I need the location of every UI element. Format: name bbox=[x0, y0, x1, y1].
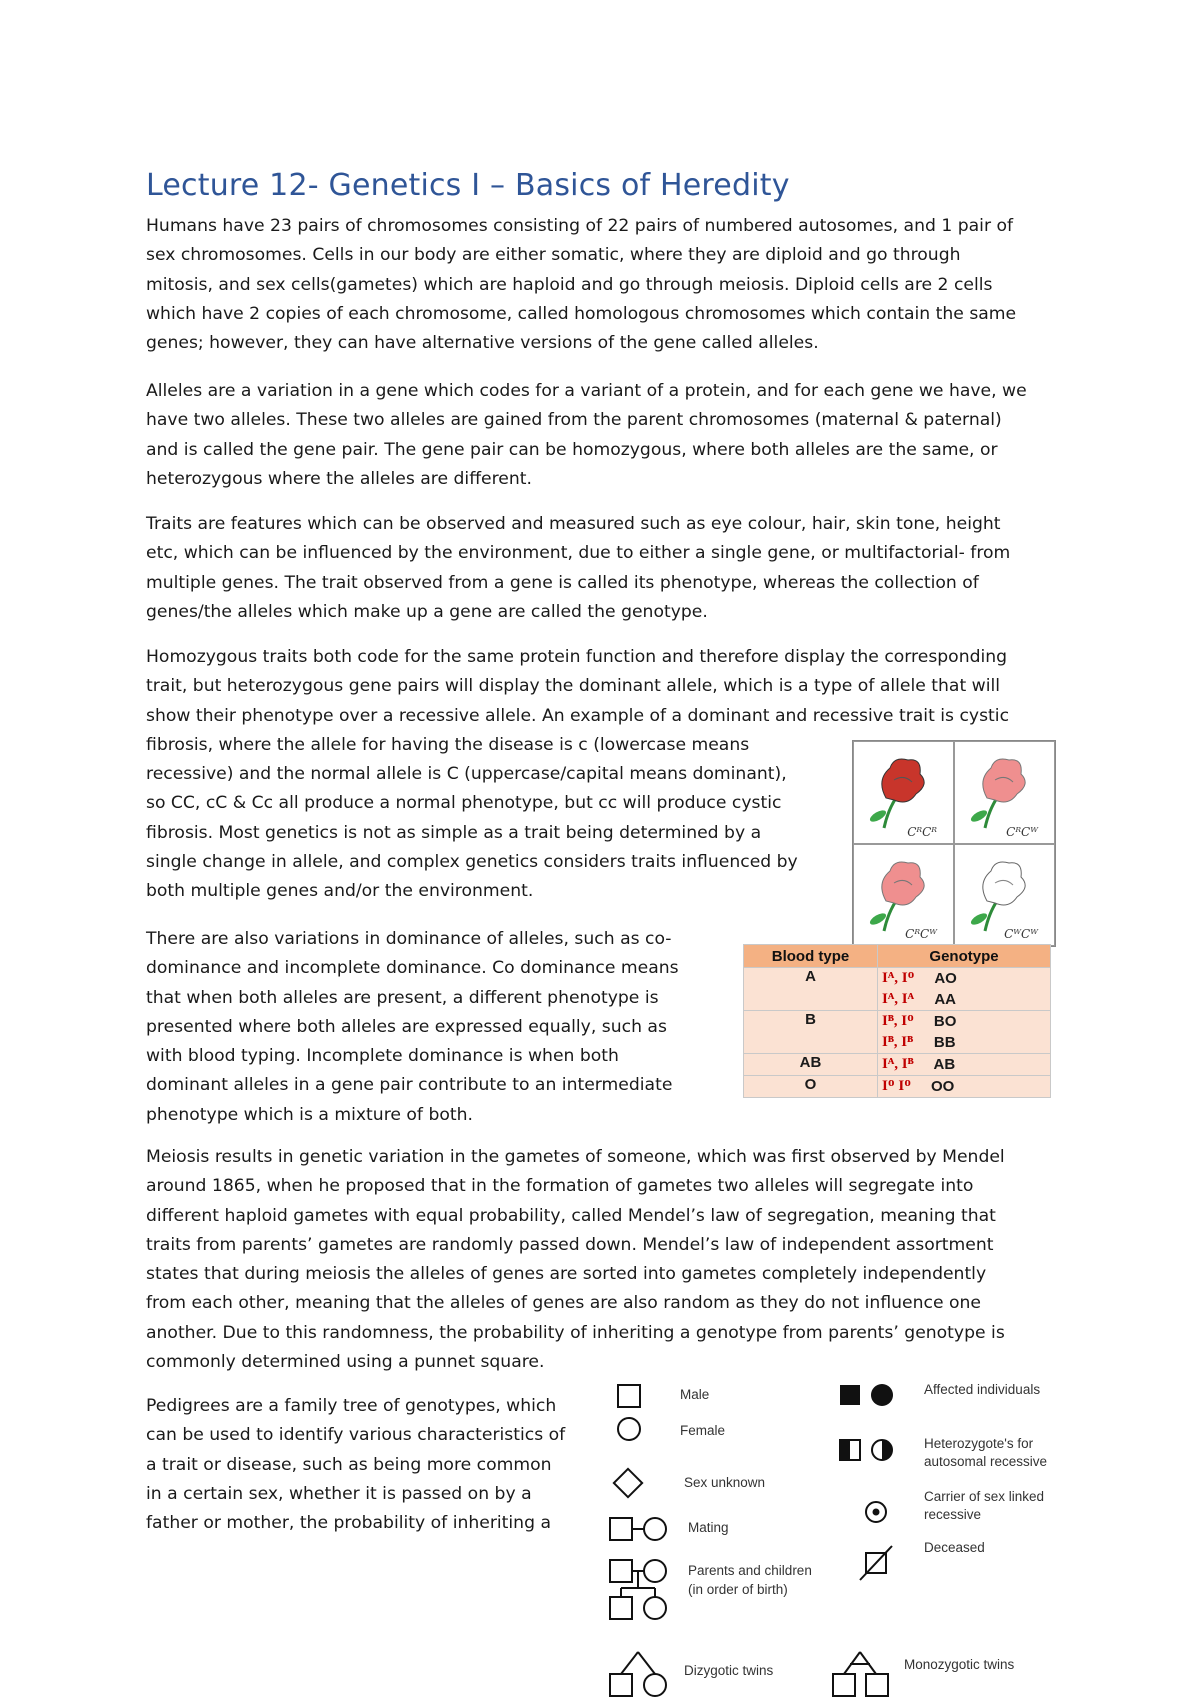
sex-unknown-diamond-icon bbox=[614, 1469, 642, 1497]
paragraph-chromosomes bbox=[146, 212, 1016, 358]
text-line: Pedigrees are a family tree of genotypes, which bbox=[146, 1396, 557, 1416]
legend-label: (in order of birth) bbox=[688, 1582, 788, 1597]
text-line: etc, which can be influenced by the environment, due to either a single gene, or multifactorial- from bbox=[146, 543, 1011, 564]
text-line: dominance and incomplete dominance. Co dominance means bbox=[146, 958, 679, 979]
blood-type-cell: B bbox=[744, 1011, 878, 1054]
genotype-code: BO bbox=[933, 1013, 957, 1030]
paragraph-meiosis bbox=[146, 1143, 1005, 1377]
allele-pair: Iᴮ, Iᴮ bbox=[882, 1034, 914, 1050]
affected-square-icon bbox=[840, 1385, 860, 1405]
table-header: Genotype bbox=[878, 945, 1051, 968]
punnett-cell bbox=[954, 741, 1055, 844]
legend-label: Sex unknown bbox=[684, 1475, 766, 1490]
paragraph-pedigrees bbox=[146, 1392, 565, 1538]
punnett-cell bbox=[853, 844, 954, 947]
genotype-cell bbox=[878, 1011, 1051, 1054]
text-line: and is called the gene pair. The gene pair can be homozygous, where both alleles are the same, or bbox=[146, 439, 998, 460]
text-line: traits from parents’ gametes are randomly passed down. Mendel’s law of independent assortment bbox=[146, 1234, 994, 1255]
text-line: trait, but heterozygous gene pairs will display the dominant allele, which is a type of allele that will bbox=[146, 676, 1001, 697]
text-line: that when both alleles are present, a different phenotype is bbox=[146, 987, 659, 1008]
legend-label: Female bbox=[680, 1423, 726, 1438]
allele-pair: Iᴼ Iᴼ bbox=[882, 1078, 911, 1094]
text-line: dominant alleles in a gene pair contribute to an intermediate bbox=[146, 1075, 673, 1096]
blood-type-table bbox=[743, 944, 1051, 1098]
text-line: fibrosis. Most genetics is not as simple as a trait being determined by a bbox=[146, 822, 762, 843]
legend-label: Carrier of sex linked bbox=[924, 1489, 1045, 1504]
text-line: Meiosis results in genetic variation in the gametes of someone, which was first observed by Mendel bbox=[146, 1147, 1005, 1167]
punnett-square-figure bbox=[852, 740, 1056, 947]
male-square-icon bbox=[618, 1385, 640, 1407]
legend-label: recessive bbox=[924, 1507, 982, 1522]
genotype-cell bbox=[878, 968, 1051, 1011]
text-line: Humans have 23 pairs of chromosomes consisting of 22 pairs of numbered autosomes, and 1 pair of bbox=[146, 216, 1014, 236]
table-row bbox=[744, 1011, 1051, 1054]
flower-icon bbox=[965, 750, 1041, 830]
text-line: with blood typing. Incomplete dominance is when both bbox=[146, 1046, 619, 1067]
text-line: Homozygous traits both code for the same protein function and therefore display the corresponding bbox=[146, 647, 1008, 667]
text-line: There are also variations in dominance of alleles, such as co- bbox=[146, 929, 672, 949]
flower-icon bbox=[864, 750, 940, 830]
text-line: genes; however, they can have alternative versions of the gene called alleles. bbox=[146, 333, 819, 354]
text-line: show their phenotype over a recessive allele. An example of a dominant and recessive trait is cystic bbox=[146, 705, 1010, 726]
mating-female-icon bbox=[644, 1518, 666, 1540]
paragraph-alleles bbox=[146, 377, 1027, 494]
text-line: a trait or disease, such as being more common bbox=[146, 1454, 552, 1475]
text-line: have two alleles. These two alleles are gained from the parent chromosomes (maternal & paternal) bbox=[146, 410, 1002, 431]
blood-type-cell: O bbox=[744, 1076, 878, 1098]
punnett-genotype: CᴿCᵂ bbox=[905, 927, 937, 941]
flower-icon bbox=[864, 853, 940, 933]
text-line: sex chromosomes. Cells in our body are either somatic, where they are diploid and go through bbox=[146, 245, 961, 266]
allele-pair: Iᴬ, Iᴼ bbox=[882, 970, 915, 986]
mating-male-icon bbox=[610, 1518, 632, 1540]
text-line: single change in allele, and complex genetics considers traits influenced by bbox=[146, 852, 798, 873]
punnett-cell bbox=[853, 741, 954, 844]
text-line: from each other, meaning that the alleles of genes are also random as they do not influence one bbox=[146, 1293, 981, 1314]
text-line: fibrosis, where the allele for having the disease is c (lowercase means bbox=[146, 734, 750, 755]
paragraph-codominance bbox=[146, 925, 679, 1130]
flower-icon bbox=[965, 853, 1041, 933]
table-row bbox=[744, 1054, 1051, 1076]
table-header: Blood type bbox=[744, 945, 878, 968]
text-line: phenotype which is a mixture of both. bbox=[146, 1104, 473, 1125]
genotype-code: OO bbox=[930, 1078, 955, 1095]
text-line: Alleles are a variation in a gene which codes for a variant of a protein, and for each gene we have, we bbox=[146, 381, 1027, 401]
punnett-genotype: CᴿCᵂ bbox=[1006, 824, 1038, 839]
text-line: commonly determined using a punnet square. bbox=[146, 1352, 545, 1373]
legend-label: Parents and children bbox=[688, 1563, 812, 1578]
genotype-cell bbox=[878, 1076, 1051, 1098]
genotype-code: AO bbox=[934, 970, 957, 987]
punnett-cell bbox=[954, 844, 1055, 947]
allele-pair: Iᴬ, Iᴮ bbox=[882, 1056, 914, 1072]
text-line: mitosis, and sex cells(gametes) which are haploid and go through meiosis. Diploid cells are 2 cells bbox=[146, 274, 993, 295]
legend-label: Mating bbox=[688, 1520, 729, 1535]
text-line: around 1865, when he proposed that in the formation of gametes two alleles will segregate into bbox=[146, 1176, 974, 1197]
text-line: which have 2 copies of each chromosome, called homologous chromosomes which contain the same bbox=[146, 303, 1017, 324]
text-line: heterozygous where the alleles are different. bbox=[146, 468, 532, 489]
table-row bbox=[744, 968, 1051, 1011]
text-line: Traits are features which can be observed and measured such as eye colour, hair, skin tone, height bbox=[146, 514, 1001, 534]
carrier-dot-icon bbox=[873, 1509, 880, 1516]
text-line: another. Due to this randomness, the probability of inheriting a genotype from parents’ genotype is bbox=[146, 1322, 1005, 1343]
text-line: father or mother, the probability of inheriting a bbox=[146, 1513, 551, 1534]
genotype-code: AA bbox=[934, 991, 957, 1008]
allele-pair: Iᴮ, Iᴼ bbox=[882, 1013, 914, 1029]
genotype-cell bbox=[878, 1054, 1051, 1076]
genotype-code: AB bbox=[933, 1056, 956, 1073]
affected-circle-icon bbox=[871, 1384, 893, 1406]
page-title: Lecture 12- Genetics I – Basics of Heredity bbox=[146, 168, 790, 203]
allele-pair: Iᴬ, Iᴬ bbox=[882, 991, 914, 1007]
text-line: in a certain sex, whether it is passed on by a bbox=[146, 1483, 532, 1504]
female-circle-icon bbox=[618, 1418, 640, 1440]
legend-label: autosomal recessive bbox=[924, 1454, 1048, 1469]
blood-type-cell: A bbox=[744, 968, 878, 1011]
text-line: presented where both alleles are expressed equally, such as bbox=[146, 1016, 667, 1037]
text-line: states that during meiosis the alleles of genes are sorted into gametes completely independently bbox=[146, 1264, 987, 1285]
legend-label: Deceased bbox=[924, 1540, 985, 1555]
paragraph-traits bbox=[146, 510, 1010, 627]
legend-label: Male bbox=[680, 1387, 710, 1402]
legend-label: Dizygotic twins bbox=[684, 1663, 774, 1678]
punnett-genotype: CᴿCᴿ bbox=[907, 824, 937, 839]
blood-type-cell: AB bbox=[744, 1054, 878, 1076]
text-line: different haploid gametes with equal probability, called Mendel’s law of segregation, meaning that bbox=[146, 1205, 996, 1226]
table-row bbox=[744, 1076, 1051, 1098]
legend-label: Monozygotic twins bbox=[904, 1657, 1015, 1672]
text-line: recessive) and the normal allele is C (uppercase/capital means dominant), bbox=[146, 764, 787, 785]
legend-label: Heterozygote's for bbox=[924, 1436, 1034, 1451]
text-line: genes/the alleles which make up a gene are called the genotype. bbox=[146, 601, 708, 622]
text-line: multiple genes. The trait observed from a gene is called its phenotype, whereas the collection of bbox=[146, 572, 979, 593]
text-line: can be used to identify various characteristics of bbox=[146, 1425, 566, 1446]
genotype-code: BB bbox=[933, 1034, 956, 1051]
punnett-genotype: CᵂCᵂ bbox=[1004, 927, 1038, 941]
text-line: both multiple genes and/or the environment. bbox=[146, 881, 534, 902]
text-line: so CC, cC & Cc all produce a normal phenotype, but cc will produce cystic bbox=[146, 793, 782, 814]
legend-label: Affected individuals bbox=[924, 1382, 1041, 1397]
